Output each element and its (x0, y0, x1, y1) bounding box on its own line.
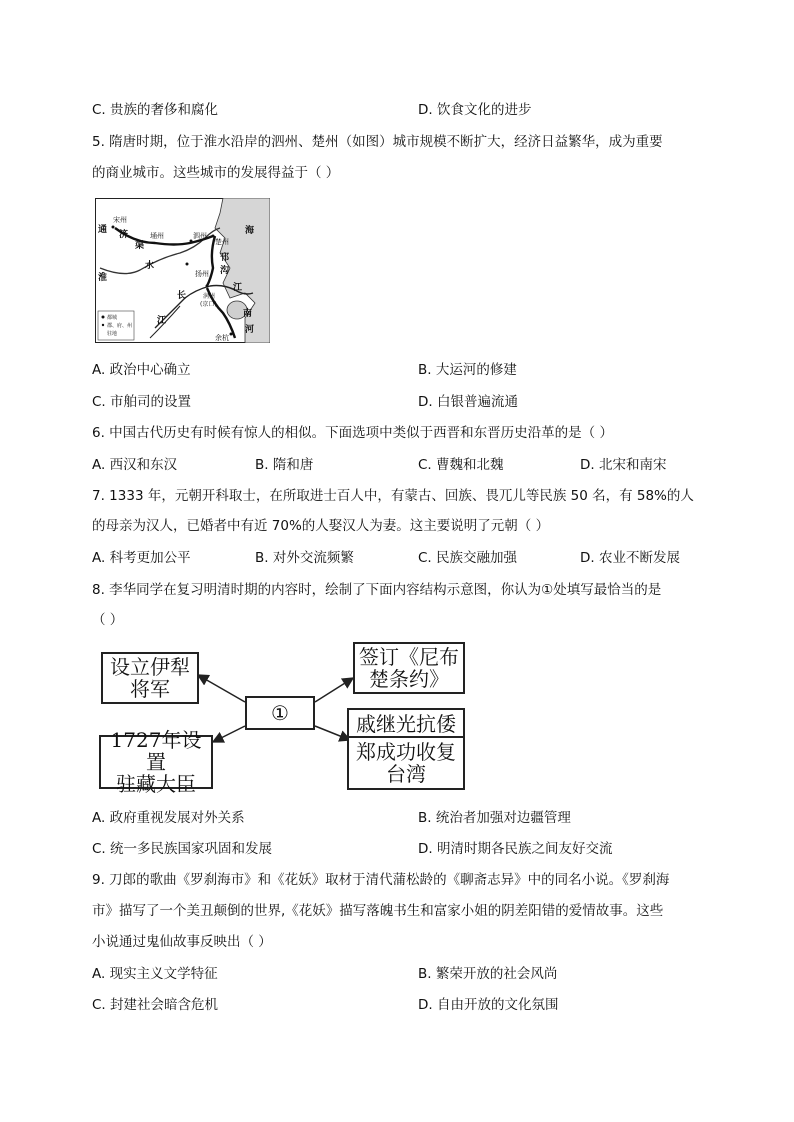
q9-option-a: A. 现实主义文学特征 (92, 966, 218, 982)
q7-option-a: A. 科考更加公平 (92, 550, 191, 566)
map-label-yongzhou: 埇州 (150, 232, 164, 240)
box-tibet-line2: 驻藏大臣 (116, 772, 196, 796)
map-label-chang: 长 (177, 291, 187, 301)
q6-option-b: B. 隋和唐 (255, 457, 314, 473)
q8-option-a: A. 政府重视发展对外关系 (92, 810, 245, 826)
box-yili-line1: 设立伊犁 (110, 655, 190, 679)
q9-stem-line3: 小说通过鬼仙故事反映出（ ） (92, 934, 272, 950)
q9-option-d: D. 自由开放的文化氛围 (418, 997, 559, 1013)
box-yili-general (101, 652, 199, 704)
q5-option-b: B. 大运河的修建 (418, 362, 517, 378)
map-label-gou: 沟 (220, 266, 230, 276)
box-center-label: ① (271, 701, 289, 725)
q8-stem-line1: 8. 李华同学在复习明清时期的内容时，绘制了下面内容结构示意图，你认为①处填写最恰当的是 (92, 582, 662, 598)
map-label-yuhang: 余杭 (215, 334, 229, 342)
map-label-runzhou: 润州 (203, 293, 216, 300)
box-zheng-line1: 郑成功收复 (356, 740, 456, 764)
map-legend-seat: 驻地 (107, 331, 118, 337)
q5-option-d: D. 白银普遍流通 (418, 394, 518, 410)
map-label-he: 河 (245, 325, 255, 335)
map-label-yangzhou: 扬州 (195, 270, 209, 278)
q6-option-c: C. 曹魏和北魏 (418, 457, 504, 473)
box-center-blank (245, 696, 315, 730)
q7-option-b: B. 对外交流频繁 (255, 550, 354, 566)
map-label-jingkou: (京口) (200, 301, 217, 308)
box-nerchinsk-line2: 楚条约》 (369, 667, 449, 691)
q8-option-b: B. 统治者加强对边疆管理 (418, 810, 571, 826)
q7-option-c: C. 民族交融加强 (418, 550, 518, 566)
map-label-chuzhou: 楚州 (215, 238, 229, 246)
q5-option-a: A. 政治中心确立 (92, 362, 191, 378)
map-label-tong: 通 (98, 225, 108, 235)
q9-option-b: B. 繁荣开放的社会风尚 (418, 966, 558, 982)
map-label-songzhou: 宋州 (113, 216, 127, 224)
map-label-qu: 渠 (135, 241, 145, 251)
map-legend-capital: 都城 (107, 315, 118, 321)
q9-stem-line1: 9. 刀郎的歌曲《罗刹海市》和《花妖》取材于清代蒲松龄的《聊斋志异》中的同名小说。《罗刹海 (92, 872, 670, 888)
box-nerchinsk-line1: 签订《尼布 (359, 645, 459, 669)
box-zheng-line2: 台湾 (386, 762, 426, 786)
q7-stem-line1: 7. 1333 年，元朝开科取士，在所取进士百人中，有蒙古、回族、畏兀儿等民族 50 名，有 58%的人 (92, 488, 694, 504)
map-label-jiang2: 江 (233, 283, 243, 293)
q6-option-d: D. 北宋和南宋 (580, 457, 667, 473)
q4-option-d: D. 饮食文化的进步 (418, 102, 532, 118)
q4-option-c: C. 贵族的奢侈和腐化 (92, 102, 219, 118)
map-label-hai: 海 (245, 226, 255, 236)
q8-stem-line2: （ ） (92, 612, 124, 628)
q6-stem: 6. 中国古代历史有时候有惊人的相似。下面选项中类似于西晋和东晋历史沿革的是（ ） (92, 425, 613, 441)
q5-option-c: C. 市舶司的设置 (92, 394, 192, 410)
box-nerchinsk-treaty (353, 642, 465, 694)
map-label-huai: 淮 (98, 273, 108, 283)
map-label-nan: 南 (243, 309, 253, 319)
map-label-sizhou: 泗州 (193, 232, 207, 240)
box-tibet-line1: 1727年设置 (110, 728, 202, 774)
sui-tang-canal-map (95, 198, 270, 343)
q9-option-c: C. 封建社会暗含危机 (92, 997, 219, 1013)
q5-stem-line2: 的商业城市。这些城市的发展得益于（ ） (92, 165, 340, 181)
box-yili-line2: 将军 (130, 677, 170, 701)
q8-option-d: D. 明清时期各民族之间友好交流 (418, 841, 613, 857)
box-qi-jiguang-label: 戚继光抗倭 (356, 712, 456, 736)
map-label-shui: 水 (145, 261, 155, 271)
box-zheng-chenggong (347, 736, 465, 790)
q5-stem-line1: 5. 隋唐时期，位于淮水沿岸的泗州、楚州（如图）城市规模不断扩大，经济日益繁华，成为重要 (92, 134, 663, 150)
structure-diagram (95, 640, 470, 795)
q8-option-c: C. 统一多民族国家巩固和发展 (92, 841, 273, 857)
map-label-jiang: 江 (157, 316, 167, 326)
q9-stem-line2: 市》描写了一个美丑颠倒的世界,《花妖》描写落魄书生和富家小姐的阴差阳错的爱情故事。这些 (92, 903, 664, 919)
box-tibet-minister (99, 728, 213, 796)
map-label-han: 邗 (220, 253, 230, 263)
q6-option-a: A. 西汉和东汉 (92, 457, 178, 473)
q7-option-d: D. 农业不断发展 (580, 550, 680, 566)
q7-stem-line2: 的母亲为汉人，已婚者中有近 70%的人娶汉人为妻。这主要说明了元朝（ ） (92, 518, 550, 534)
map-label-ji: 济 (119, 230, 129, 240)
map-legend-prefecture: 郡、府、州 (107, 323, 133, 329)
